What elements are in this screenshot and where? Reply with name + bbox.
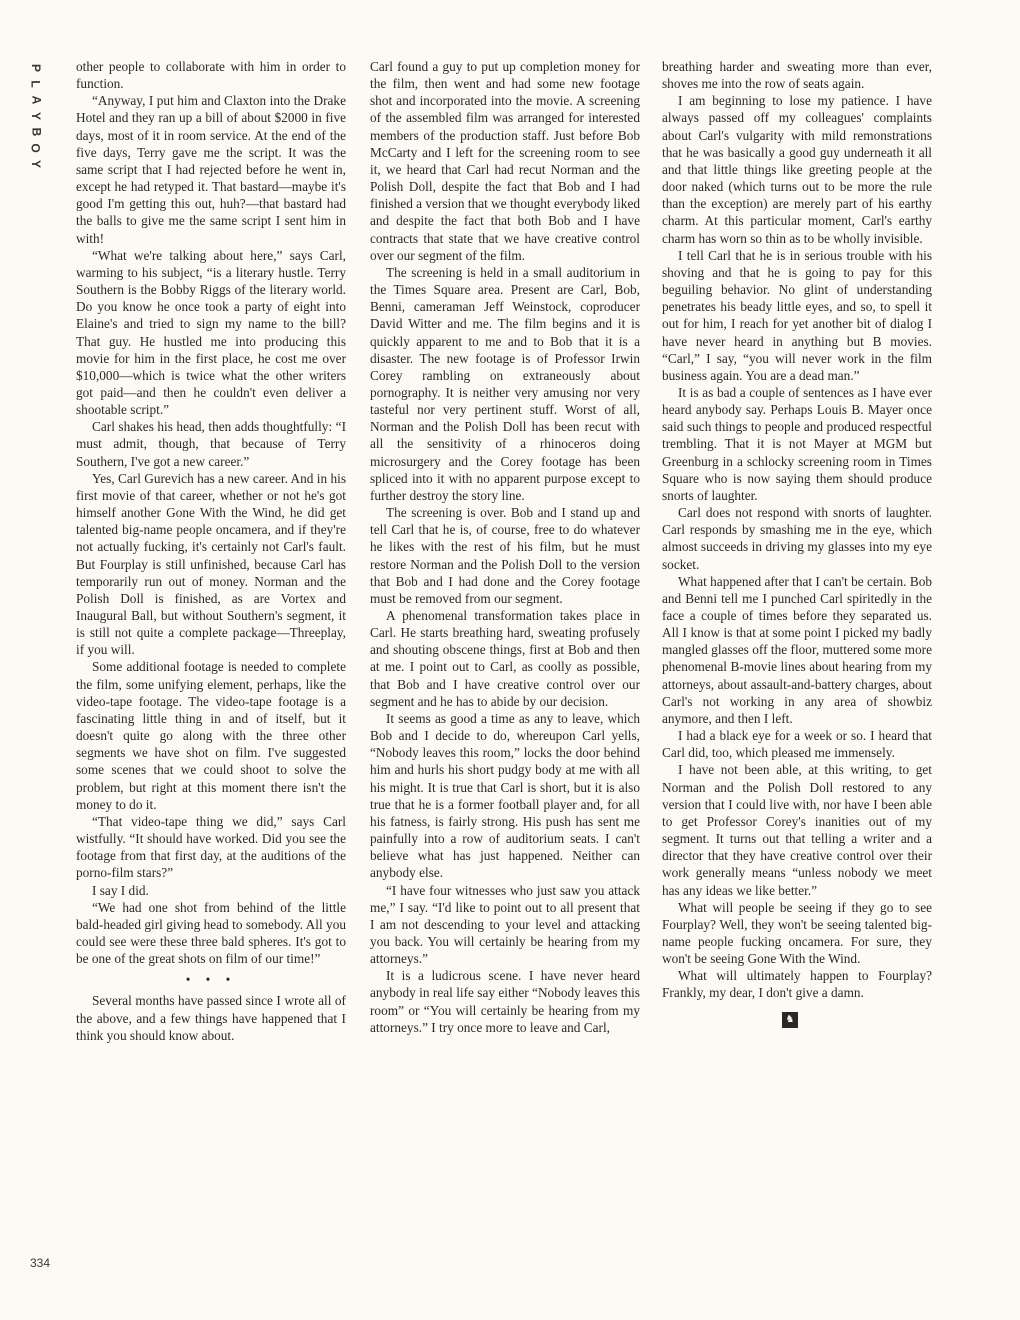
paragraph: I had a black eye for a week or so. I heard that Carl did, too, which pleased me immensely. xyxy=(662,728,932,761)
masthead xyxy=(28,60,44,172)
paragraph: It seems as good a time as any to leave, which Bob and I decide to do, whereupon Carl yells, “Nobody leaves this room,” locks the door behind him and hurls his short pudgy body at me with all his might. It is true that Carl is short, but it is also true that he is a former football player and, for all his fatness, is fairly strong. His push has sent me painfully into a row of auditorium seats. I can't believe what has just happened. Neither can anybody else. xyxy=(370,710,640,881)
paragraph: Carl found a guy to put up completion money for the film, then went and had some new footage shot and incorporated into the movie. A screening of the assembled film was arranged for interested members of the production staff. Just before Bob McCarty and I left for the screening room to see it, we heard that Carl had recut Norman and the Polish Doll, despite the fact that Bob and I had finished a version that we thought everybody liked and despite the fact that both Bob and I have contracts that state that we have creative control over our segment of the film. xyxy=(370,59,640,263)
masthead-letter: P xyxy=(28,63,43,73)
paragraph: breathing harder and sweating more than ever, shoves me into the row of seats again. xyxy=(662,59,932,92)
masthead-letter: Y xyxy=(28,159,43,169)
bunny-logo-icon: ♞ xyxy=(782,1012,798,1028)
paragraph: “I have four witnesses who just saw you attack me,” I say. “I'd like to point out to all present that I am not descending to your level and attacking you back. You will certainly be hearing from my attorneys.” xyxy=(370,882,640,967)
paragraph: Some additional footage is needed to complete the film, some unifying element, perhaps, like the video-tape footage. The video-tape footage is a fascinating little thing in and of itself, but it doesn't quite go along with the three other segments we have shot on film. I've suggested some scenes that we could shoot to solve the problem, but right at this moment there isn't the money to do it. xyxy=(76,659,346,812)
paragraph: I am beginning to lose my patience. I have always passed off my colleagues' complaints about Carl's vulgarity with mild remonstrations that he was basically a good guy underneath it all and that little things like greeting people at the door naked (which turns out to be more the rule than the exception) are merely part of his earthy charm. At this particular moment, Carl's earthy charm has worn so thin as to be wholly invisible. xyxy=(662,93,932,246)
masthead-letter: O xyxy=(29,143,43,153)
article-column-2 xyxy=(370,58,640,1036)
paragraph: “What we're talking about here,” says Carl, warming to his subject, “is a literary hustle. Terry Southern is the Bobby Riggs of the literary world. Do you know he once took a party of eight into Elaine's and tried to sign my name to the bill? That guy. He hustled me into producing this movie for him in the first place, he cost me over $10,000—which is twice what the other writers got paid—and then he couldn't even deliver a shootable script.” xyxy=(76,247,346,418)
paragraph: The screening is held in a small auditorium in the Times Square area. Present are Carl, Bob, Benni, cameraman Jeff Weinstock, coproducer David Witter and me. The film begins and it is quickly apparent to me and to Bob that it is a disaster. The new footage is of Professor Irwin Corey rambling on extraneously about pornography. It is neither very amusing nor very tasteful nor very pertinent stuff. Worst of all, Norman and the Polish Doll has been recut with all the sensitivity of a rhinoceros doing microsurgery and the Corey footage has been spliced into it with no apparent purpose except to further destroy the story line. xyxy=(370,264,640,503)
paragraph: It is as bad a couple of sentences as I have ever heard anybody say. Perhaps Louis B. Mayer once said such things to people and produced respectful trembling. That it is not Mayer at MGM but Greenburg in a schlocky screening room in Times Square who is now saying them should produce snorts of laughter. xyxy=(662,384,932,503)
paragraph: It is a ludicrous scene. I have never heard anybody in real life say either “Nobody leaves this room” or “You will certainly be hearing from my attorneys.” I try once more to leave and Carl, xyxy=(370,968,640,1035)
paragraph: What will people be seeing if they go to see Fourplay? Well, they won't be seeing talented big-name people fucking oncamera. For sure, they won't be seeing Gone With the Wind. xyxy=(662,899,932,967)
paragraph: What will ultimately happen to Fourplay? Frankly, my dear, I don't give a damn. xyxy=(662,968,932,1001)
paragraph: Several months have passed since I wrote all of the above, and a few things have happened that I think you should know about. xyxy=(76,993,346,1043)
paragraph: I tell Carl that he is in serious trouble with his shoving and that he is going to pay for this beguiling behavior. No glint of understanding penetrates his beady little eyes, and so, to spell it out for him, I reach for yet another bit of dialog I have never heard in anything but B movies. “Carl,” I say, “you will never work in the film business again. You are a dead man.” xyxy=(662,247,932,383)
section-break: • • • xyxy=(185,972,237,988)
page-number: 334 xyxy=(30,1256,51,1270)
paragraph: Carl does not respond with snorts of laughter. Carl responds by smashing me in the eye, which almost succeeds in driving my glasses into my eye socket. xyxy=(662,505,932,572)
paragraph: I say I did. xyxy=(92,882,149,898)
paragraph: What happened after that I can't be certain. Bob and Benni tell me I punched Carl spiritedly in the face a couple of times before they separated us. All I know is that at some point I picked my badly mangled glasses off the floor, muttered some more phenomenal B-movie lines about hearing from my attorneys, about assault-and-battery charges, about Carl's not working in any area of showbiz anymore, and then I left. xyxy=(662,573,932,726)
article-column-1 xyxy=(76,58,346,1044)
paragraph: A phenomenal transformation takes place in Carl. He starts breathing hard, sweating profusely and shouting obscene things, first at Bob and then at me. I point out to Carl, as coolly as possible, that Bob and I have creative control over our segment and he has to abide by our decision. xyxy=(370,608,640,709)
paragraph: I have not been able, at this writing, to get Norman and the Polish Doll restored to any version that I could live with, nor have I been able to get Professor Corey's inanities out of my segment. It turns out that telling a writer and a director that they have creative control over their work generally means “unless nobody we meet has any ideas we like better.” xyxy=(662,762,932,898)
paragraph: Carl shakes his head, then adds thoughtfully: “I must admit, though, that because of Terry Southern, I've got a new career.” xyxy=(76,419,346,469)
paragraph: other people to collaborate with him in order to function. xyxy=(76,59,346,92)
article-column-3 xyxy=(662,58,932,1028)
masthead-letter: L xyxy=(29,80,43,88)
end-mark xyxy=(662,1002,932,1028)
masthead-letter: Y xyxy=(28,111,43,121)
paragraph: “That video-tape thing we did,” says Carl wistfully. “It should have worked. Did you see the footage from that first day, at the auditions of the porno-film stars?” xyxy=(76,813,346,881)
masthead-letter: A xyxy=(28,95,43,105)
masthead-letter: B xyxy=(28,127,43,137)
paragraph: “Anyway, I put him and Claxton into the Drake Hotel and they ran up a bill of about $2000 in five days, most of it in room service. At the end of the five days, Terry gave me the script. It was the same script that I had rejected before he went in, except he had retyped it. That bastard—maybe it's good I'm getting this out, huh?—that bastard had the balls to give me the same script I sent him in with! xyxy=(76,93,346,246)
paragraph: “We had one shot from behind of the little bald-headed girl giving head to somebody. All you could see were these three bald spheres. It's got to be one of the great shots on film of our time!” xyxy=(76,899,346,967)
paragraph: The screening is over. Bob and I stand up and tell Carl that he is, of course, free to do whatever he likes with the rest of his film, but he must restore Norman and the Polish Doll to the version that Bob and I had done and the Corey footage must be removed from our segment. xyxy=(370,505,640,606)
paragraph: Yes, Carl Gurevich has a new career. And in his first movie of that career, whether or not he's got himself another Gone With the Wind, he did get talented big-name people oncamera, and if they're not actually fucking, it's certainly not Carl's fault. But Fourplay is still unfinished, because Carl has temporarily run out of money. Norman and the Polish Doll is finished, as are Vortex and Inaugural Ball, but without Southern's segment, it is still not quite a complete package—Threeplay, if you will. xyxy=(76,470,346,658)
